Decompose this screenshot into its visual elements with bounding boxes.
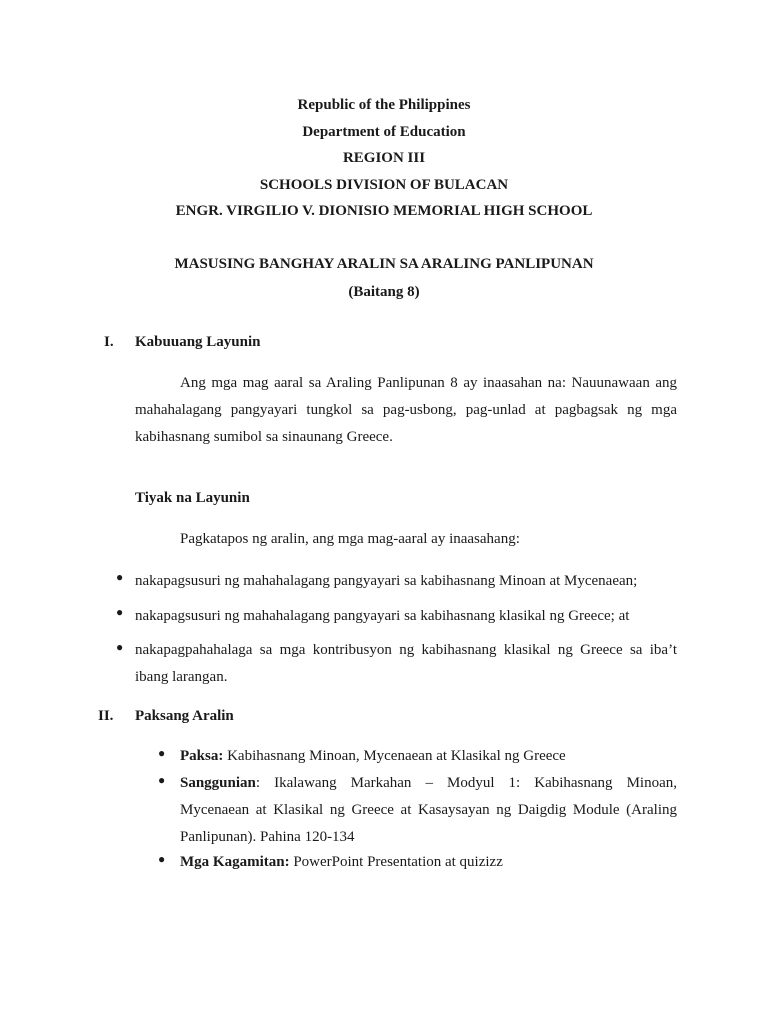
bullet-icon: ●: [158, 746, 166, 760]
paksa-text: Kabihasnang Minoan, Mycenaean at Klasikal ng Greece: [223, 748, 566, 764]
header-republic: Republic of the Philippines: [297, 97, 471, 113]
objective-item: nakapagsusuri ng mahahalagang pangyayari sa kabihasnang Minoan at Mycenaean;: [135, 573, 638, 589]
bullet-icon: ●: [116, 605, 124, 619]
bullet-icon: ●: [158, 852, 166, 866]
title-grade: (Baitang 8): [348, 284, 420, 300]
topic-item-sanggunian: [180, 770, 677, 851]
document-header: [0, 92, 768, 225]
kagamitan-text: PowerPoint Presentation at quizizz: [289, 854, 503, 870]
bullet-icon: ●: [116, 570, 124, 584]
sanggunian-label: Sanggunian: [180, 775, 256, 791]
topic-item-paksa: [180, 743, 677, 770]
header-division: SCHOOLS DIVISION OF BULACAN: [259, 176, 509, 193]
topic-item-kagamitan: [180, 849, 677, 876]
objective-item: nakapagpahahalaga sa mga kontribusyon ng kabihasnang klasikal ng Greece sa iba’t ibang larangan.: [135, 642, 677, 685]
header-region: REGION III: [342, 150, 426, 166]
section-1-number: I.: [104, 334, 114, 350]
section-2-number: II.: [98, 708, 114, 724]
tiyak-intro: Pagkatapos ng aralin, ang mga mag-aaral ay inaasahang:: [180, 531, 520, 547]
title-main: MASUSING BANGHAY ARALIN SA ARALING PANLIPUNAN: [174, 256, 594, 272]
bullet-icon: ●: [158, 773, 166, 787]
header-school: ENGR. VIRGILIO V. DIONISIO MEMORIAL HIGH SCHOOL: [175, 203, 593, 219]
tiyak-heading: Tiyak na Layunin: [135, 490, 250, 506]
paksa-label: Paksa:: [180, 748, 224, 764]
header-department: Department of Education: [302, 123, 466, 140]
section-2-title: Paksang Aralin: [135, 708, 234, 724]
lesson-plan-title: [0, 250, 768, 306]
bullet-icon: ●: [116, 640, 124, 654]
kagamitan-label: Mga Kagamitan:: [180, 854, 290, 870]
section-1-paragraph: Ang mga mag aaral sa Araling Panlipunan 8 ay inaasahan na: Nauunawaan ang mahahalagang pangyayari tungkol sa pag-usbong, pag-unlad at pagbagsak ng mga kabihasnang sumibol sa sinaunang Greece.: [135, 375, 677, 445]
sanggunian-text: : Ikalawang Markahan – Modyul 1: Kabihasnang Minoan, Mycenaean at Klasikal ng Greece at Kasaysayan ng Daigdig Module (Araling Panlipunan). Pahina 120-134: [180, 775, 677, 845]
section-1-title: Kabuuang Layunin: [135, 334, 261, 350]
objective-item: nakapagsusuri ng mahahalagang pangyayari sa kabihasnang klasikal ng Greece; at: [135, 608, 630, 624]
